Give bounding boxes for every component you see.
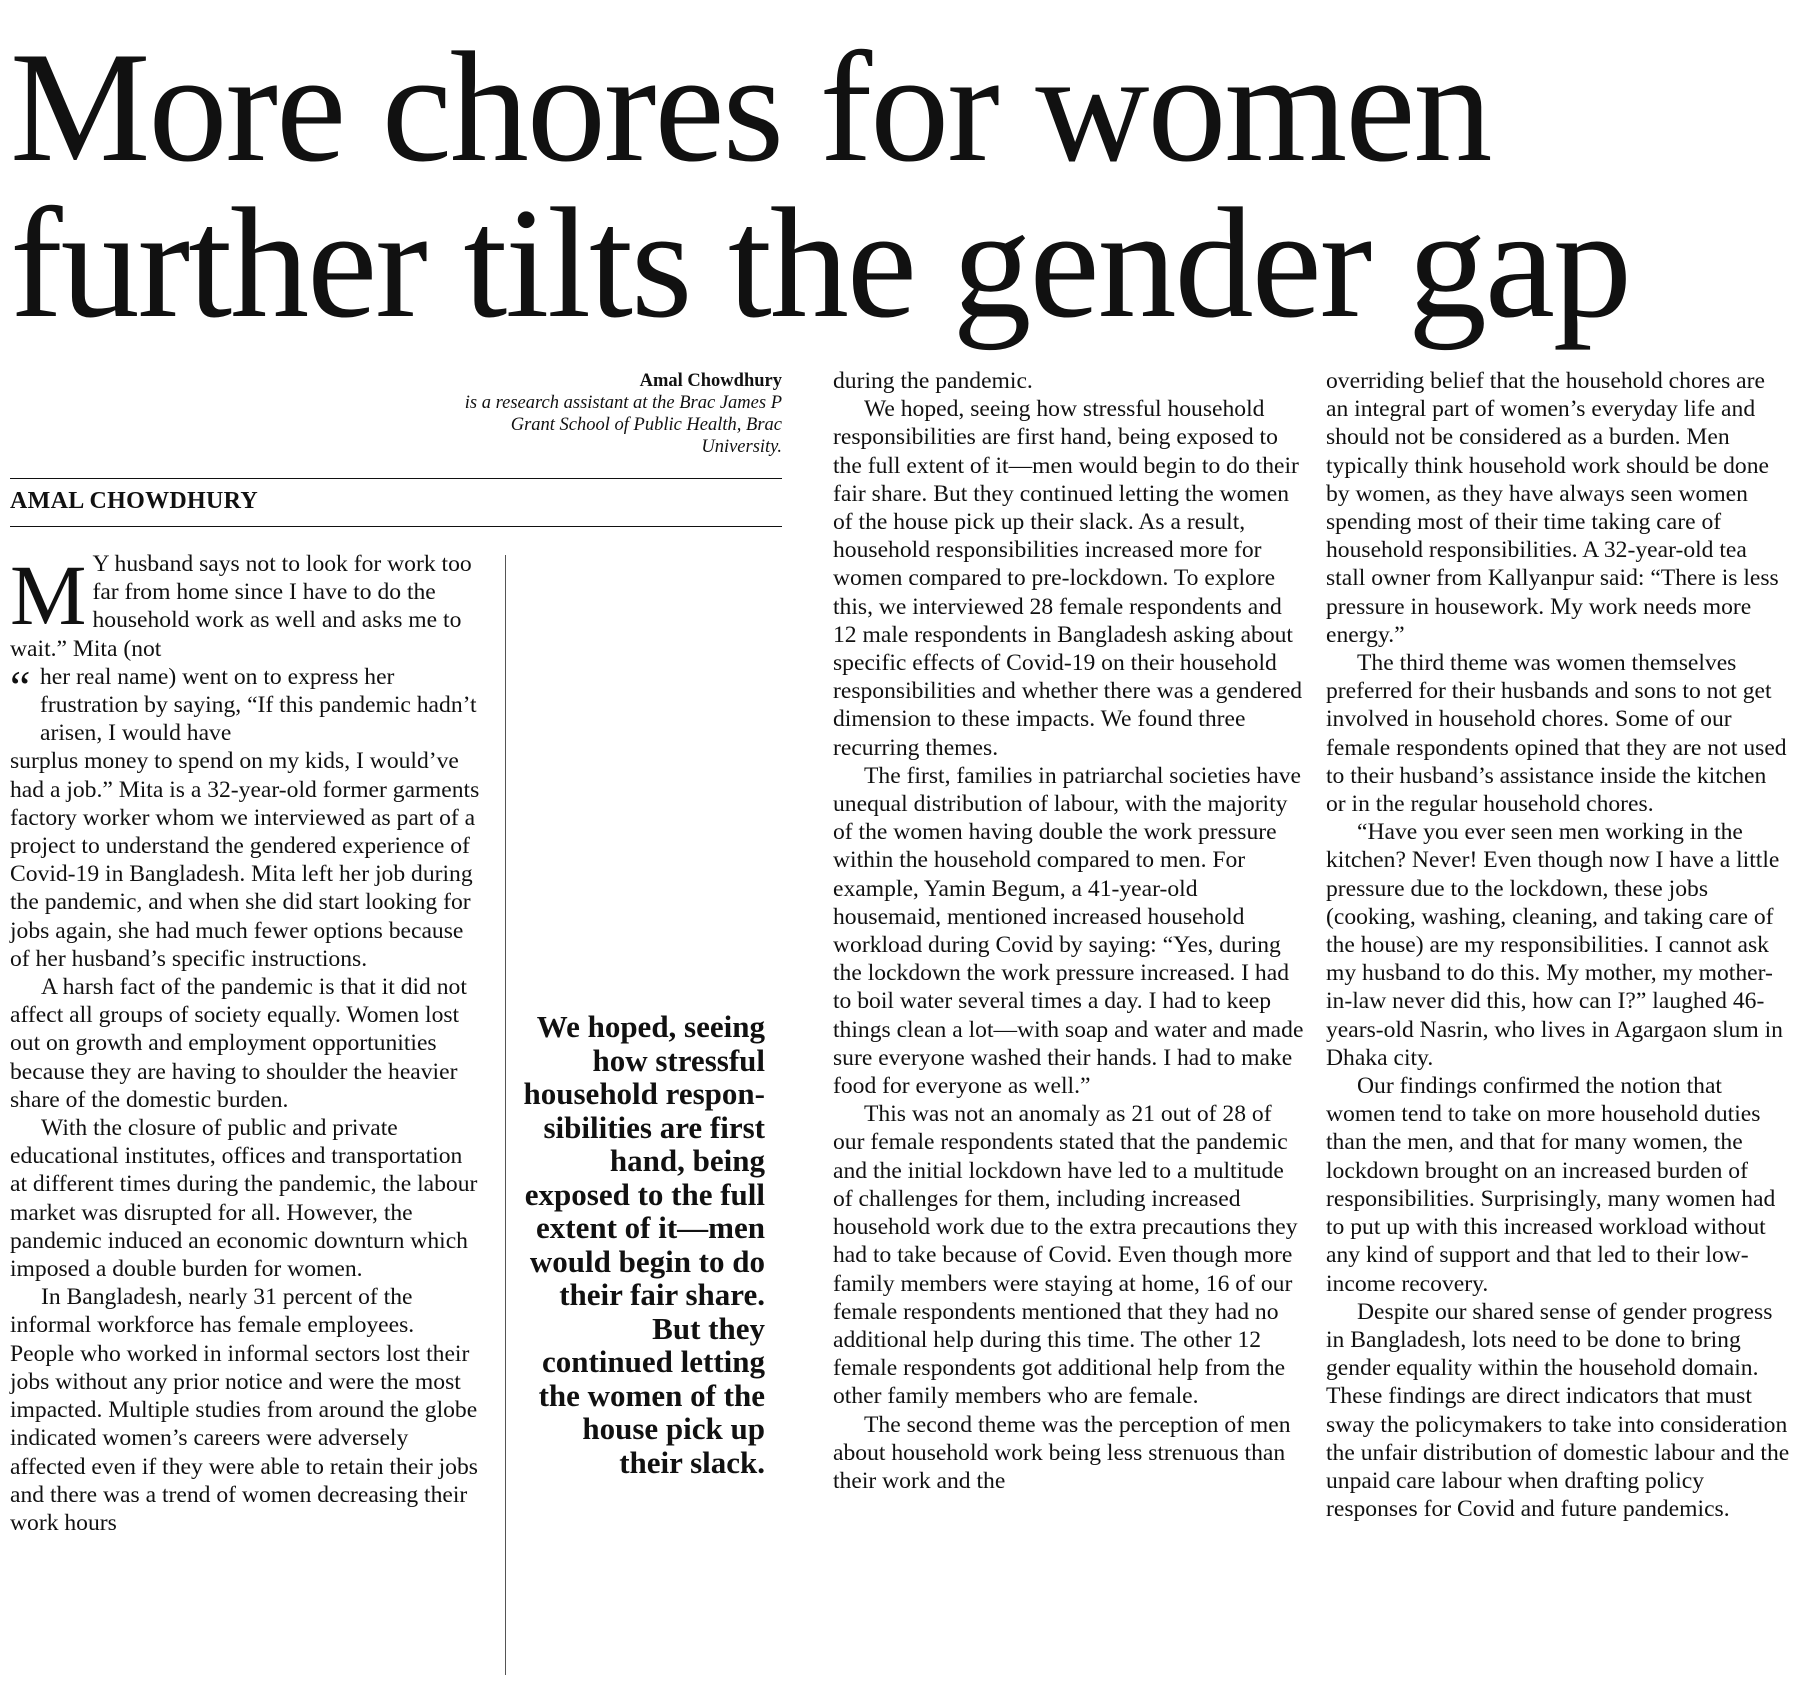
article-paragraph: In Bangladesh, nearly 31 percent of the informal workforce has female employees. People who worked in informal sectors lost their jobs without any prior notice and were the most impacted. Multiple studies from around the globe indicated women’s careers were adversely affected even if they were able to retain their jobs and there was a trend of women decreasing their work hours: [10, 1284, 478, 1536]
article-paragraph: Our findings confirmed the notion that women tend to take on more household duties than the men, and that for many women, the lockdown brought on an increased burden of responsibilities. Surprisingly, many women had to put up with this increased workload without any kind of support and that led to their low-income recovery.: [1326, 1073, 1776, 1297]
drop-cap: M: [10, 547, 87, 643]
author-bio: [440, 370, 782, 458]
byline: AMAL CHOWDHURY: [10, 488, 259, 514]
quote-mark-icon: “: [10, 661, 31, 712]
headline: [10, 20, 1780, 351]
author-bio-name: Amal Chowdhury: [639, 371, 782, 391]
headline-line-2: further tilts the gender gap: [10, 176, 1630, 351]
column-divider: [505, 555, 506, 1675]
paragraph-opening: Y husband says not to look for work too far from home since I have to do the household work as well and asks me to wait.” Mita (not: [10, 551, 472, 662]
article-paragraph: The second theme was the perception of men about household work being less strenuous than their work and the: [833, 1411, 1291, 1494]
article-paragraph: surplus money to spend on my kids, I would’ve had a job.” Mita is a 32-year-old former garments factory worker whom we interviewed as part of a project to understand the gendered experience of Covid-19 in Bangladesh. Mita left her job during the pandemic, and when she did start looking for jobs again, she had much fewer options because of her husband’s specific instructions.: [10, 748, 480, 972]
byline-bottom-rule: [10, 526, 782, 527]
article-paragraph: her real name) went on to express her frustration by saying, “If this pandemic hadn’t arisen, I would have: [40, 663, 477, 747]
author-bio-description: is a research assistant at the Brac James P Grant School of Public Health, Brac University.: [464, 393, 782, 457]
article-paragraph: “Have you ever seen men working in the kitchen? Never! Even though now I have a little pressure due to the lockdown, these jobs (cooking, washing, cleaning, and taking care of the house) are my responsibilities. I cannot ask my husband to do this. My mother, my mother-in-law never did this, how can I?” laughed 46-years-old Nasrin, who lives in Agargaon slum in Dhaka city.: [1326, 819, 1783, 1071]
article-paragraph: [10, 547, 482, 663]
article-paragraph: Despite our shared sense of gender progress in Bangladesh, lots need to be done to bring gender equality within the household domain. These findings are direct indicators that must sway the policymakers to take into consideration the unfair distribution of domestic labour and the unpaid care labour when drafting policy responses for Covid and future pandemics.: [1326, 1298, 1790, 1523]
article-paragraph: A harsh fact of the pandemic is that it did not affect all groups of society equally. Women lost out on growth and employment opportunities because they are having to shoulder the heavier share of the domestic burden.: [10, 974, 467, 1113]
byline-top-rule: [10, 478, 782, 479]
article-paragraph: With the closure of public and private educational institutes, offices and transportation at different times during the pandemic, the labour market was disrupted for all. However, the pandemic induced an economic downturn which imposed a double burden for women.: [10, 1115, 478, 1283]
article-paragraph: overriding belief that the household chores are an integral part of women’s everyday life and should not be considered as a burden. Men typically think household work should be done by women, as they have always seen women spending most of their time taking care of household responsibilities. A 32-year-old tea stall owner from Kallyanpur said: “There is less pressure in housework. My work needs more energy.”: [1326, 368, 1779, 648]
article-paragraph: We hoped, seeing how stressful household responsibilities are first hand, being exposed to the full extent of it—men would begin to do their fair share. But they continued letting the women of the house pick up their slack. As a result, household responsibilities increased more for women compared to pre-lockdown. To explore this, we interviewed 28 female respondents and 12 male respondents in Bangladesh asking about specific effects of Covid-19 on their household responsibilities and whether there was a gendered dimension to these impacts. We found three recurring themes.: [833, 396, 1303, 761]
article-column-4: [1326, 367, 1791, 1523]
article-paragraph: This was not an anomaly as 21 out of 28 of our female respondents stated that the pandemic and the initial lockdown have led to a multitude of challenges for them, including increased household work due to the extra precautions they had to take because of Covid. Even though more family members were staying at home, 16 of our female respondents mentioned that they had no additional help during this time. The other 12 female respondents got additional help from the other family members who are female.: [833, 1101, 1298, 1410]
article-paragraph: during the pandemic.: [833, 368, 1033, 394]
headline-line-1: More chores for women: [10, 20, 1491, 195]
article-column-3: [833, 367, 1308, 1495]
pull-quote: We hoped, seeing how stressful household respon-sibilities are first hand, being exposed to the full extent of it—men would begin to do their fair share. But they continued letting the women of the house pick up their slack.: [523, 1009, 765, 1480]
article-paragraph: The first, families in patriarchal societies have unequal distribution of labour, with the majority of the women having double the work pressure within the household compared to men. For example, Yamin Begum, a 41-year-old housemaid, mentioned increased household workload during Covid by saying: “Yes, during the lockdown the work pressure increased. I had to boil water several times a day. I had to keep things clean a lot—with soap and water and made sure everyone washed their hands. I had to make food for everyone as well.”: [833, 762, 1304, 1100]
article-paragraph: The third theme was women themselves preferred for their husbands and sons to not get involved in household chores. Some of our female respondents opined that they are not used to their husband’s assistance inside the kitchen or in the regular household chores.: [1326, 650, 1787, 818]
article-column-1: [10, 547, 482, 1537]
